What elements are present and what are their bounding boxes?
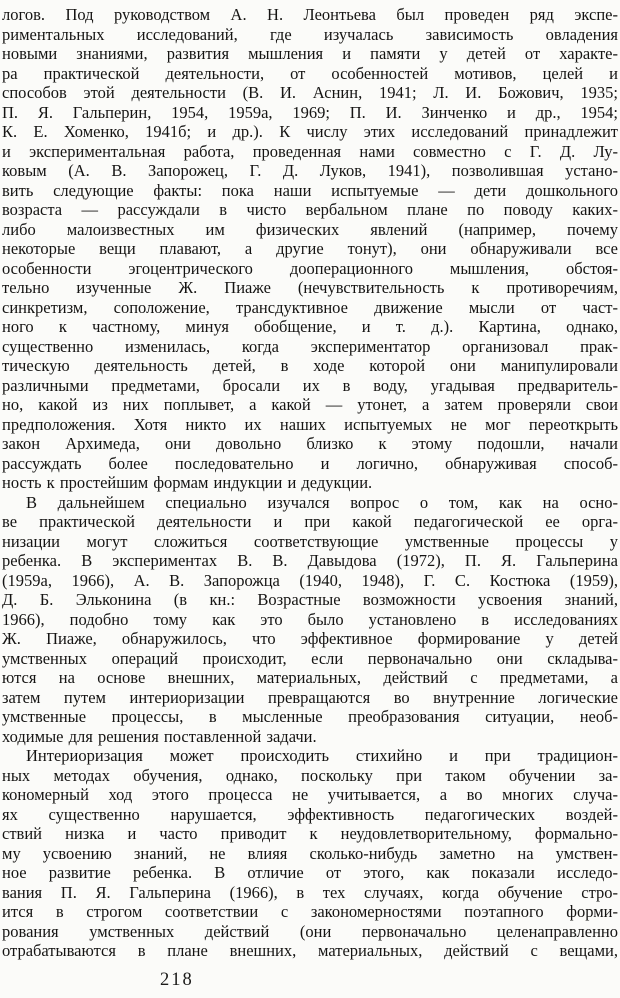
- text-line: различными предметами, бросали их в воду, угадывая предваритель-: [2, 375, 618, 395]
- text-line: В дальнейшем специально изучался вопрос о том, как на осно-: [26, 492, 618, 512]
- text-line: Интериоризация может происходить стихийно и при традицион-: [26, 746, 618, 765]
- text-line: вания П. Я. Гальперина (1966), в тех случаях, когда обучение стро-: [2, 882, 618, 902]
- page-footer: [2, 968, 618, 992]
- text-line: либо малоизвестных им физических явлений (например, почему: [2, 219, 618, 239]
- text-line: ковым (А. В. Запорожец, Г. Д. Луков, 1941), позволившая устано-: [2, 161, 618, 180]
- text-line: ра практической деятельности, от особенностей мотивов, целей и: [2, 63, 618, 83]
- text-line: ются на основе внешних, материальных, действий с предметами, а: [2, 668, 618, 687]
- text-line: ного к частному, минуя обобщение, и т. д.). Картина, однако,: [2, 317, 618, 336]
- text-line: рования умственных действий (они первоначально целенаправленно: [2, 921, 618, 941]
- text-line: существенно изменилась, когда экспериментатор организовал прак-: [2, 336, 618, 356]
- text-line: кономерный ход этого процесса не учитывается, а во многих случа-: [2, 785, 618, 804]
- text-line: му усвоению знаний, не влияя сколько-нибудь заметно на умствен-: [2, 843, 618, 863]
- text-line: умственные процессы, в мысленные преобразования ситуации, необ-: [2, 707, 618, 726]
- text-line: ность к простейшим формам индукции и дедукции.: [2, 473, 373, 492]
- text-line: и экспериментальная работа, проведенная нами совместно с Г. Д. Лу-: [2, 141, 618, 161]
- text-line: умственных операций происходит, если первоначально они складыва-: [2, 648, 618, 668]
- text-line: К. Е. Хоменко, 1941б; и др.). К числу этих исследований принадлежит: [2, 122, 618, 141]
- text-line: новыми знаниями, развития мышления и памяти у детей от характе-: [2, 44, 618, 63]
- text-line: некоторые вещи плавают, а другие тонут), они обнаруживали все: [2, 239, 618, 258]
- text-line: ве практической деятельности и при какой педагогической ее орга-: [2, 512, 618, 531]
- text-line: ных методах обучения, однако, поскольку при таком обучении за-: [2, 765, 618, 785]
- text-line: ное развитие ребенка. В отличие от этого, как показали исследо-: [2, 863, 618, 882]
- page-number: 218: [160, 969, 194, 990]
- text-line: вить следующие факты: пока наши испытуемые — дети дошкольного: [2, 180, 618, 200]
- text-line: возраста — рассуждали в чисто вербальном плане по поводу каких-: [2, 200, 618, 219]
- text-line: ствий низка и часто приводит к неудовлетворительному, формально-: [2, 824, 618, 843]
- text-line: синкретизм, соположение, трансдуктивное движение мысли от част-: [2, 297, 618, 317]
- text-line: Ж. Пиаже, обнаружилось, что эффективное формирование у детей: [2, 629, 618, 648]
- text-line: ходимые для решения поставленной задачи.: [2, 726, 317, 746]
- text-line: низации могут сложиться соответствующие умственные процессы у: [2, 531, 618, 551]
- text-line: но, какой из них поплывет, а какой — утонет, а затем проверяли свои: [2, 395, 618, 414]
- text-line: 1966), подобно тому как это было установлено в исследованиях: [2, 609, 618, 629]
- text-line: рассуждать более последовательно и логично, обнаруживая способ-: [2, 453, 618, 473]
- page-text-block: [2, 5, 618, 961]
- text-line: ребенка. В экспериментах В. В. Давыдова (1972), П. Я. Гальперина: [2, 551, 618, 570]
- text-line: (1959а, 1966), А. В. Запорожца (1940, 1948), Г. С. Костюка (1959),: [2, 570, 618, 590]
- text-line: риментальных исследований, где изучалась зависимость овладения: [2, 24, 618, 44]
- text-line: логов. Под руководством А. Н. Леонтьева был проведен ряд экспе-: [2, 5, 618, 24]
- text-line: затем путем интериоризации превращаются во внутренние логические: [2, 687, 618, 707]
- text-line: предположения. Хотя никто их наших испытуемых не мог переоткрыть: [2, 414, 618, 434]
- text-line: отрабатываются в плане внешних, материальных, действий с вещами,: [2, 941, 618, 960]
- text-line: особенности эгоцентрического дооперационного мышления, обстоя-: [2, 258, 618, 278]
- text-line: ях существенно нарушается, эффективность педагогических воздей-: [2, 804, 618, 824]
- text-line: тельно изученные Ж. Пиаже (нечувствительность к противоречиям,: [2, 278, 618, 297]
- text-line: Д. Б. Эльконина (в кн.: Возрастные возможности усвоения знаний,: [2, 590, 618, 609]
- text-line: ится в строгом соответствии с закономерностями поэтапного форми-: [2, 902, 618, 921]
- text-line: закон Архимеда, они довольно близко к этому подошли, начали: [2, 434, 618, 453]
- text-line: П. Я. Гальперин, 1954, 1959а, 1969; П. И. Зинченко и др., 1954;: [2, 102, 618, 122]
- text-line: тическую деятельность детей, в ходе которой они манипулировали: [2, 356, 618, 375]
- text-line: способов этой деятельности (В. И. Аснин, 1941; Л. И. Божович, 1935;: [2, 83, 618, 102]
